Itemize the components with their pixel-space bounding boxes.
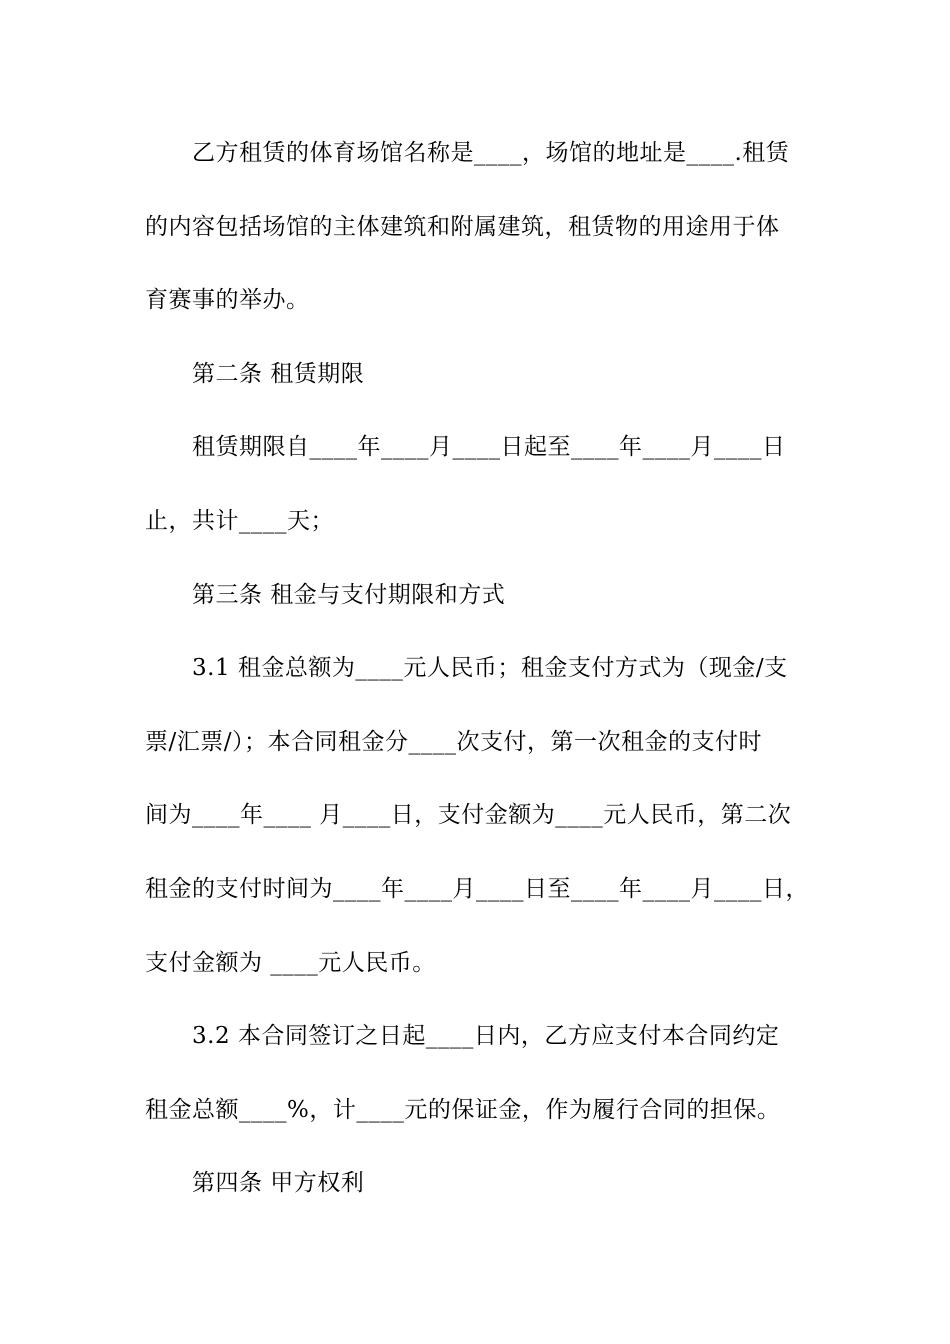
paragraph-line-deposit-3-2: 3.2 本合同签订之日起____日内，乙方应支付本合同约定: [192, 1023, 780, 1050]
paragraph-line-venue: 乙方租赁的体育场馆名称是____，场馆的地址是____.租赁: [192, 140, 790, 166]
paragraph-line-rent-3-1-end: 支付金额为 ____元人民币。: [145, 949, 436, 976]
paragraph-line-term-end: 止，共计____天；: [145, 507, 334, 534]
paragraph-line-venue-end: 育赛事的举办。: [145, 287, 310, 314]
paragraph-line-rent-3-1-cont-2: 间为____年____ 月____日，支付金额为____元人民币，第二次: [145, 802, 792, 829]
paragraph-line-deposit-3-2-end: 租金总额____%，计____元的保证金，作为履行合同的担保。: [145, 1096, 781, 1123]
paragraph-line-venue-cont: 的内容包括场馆的主体建筑和附属建筑，租赁物的用途用于体: [145, 213, 780, 240]
section-heading-article-4: 第四条 甲方权利: [192, 1170, 365, 1197]
paragraph-line-rent-3-1-cont-1: 票/汇票/）；本合同租金分____次支付，第一次租金的支付时: [145, 728, 762, 755]
section-heading-article-2: 第二条 租赁期限: [192, 360, 365, 387]
paragraph-line-rent-3-1: 3.1 租金总额为____元人民币；租金支付方式为（现金/支: [192, 655, 788, 682]
paragraph-line-rent-3-1-cont-3: 租金的支付时间为____年____月____日至____年____月____日，: [145, 875, 809, 902]
section-heading-article-3: 第三条 租金与支付期限和方式: [192, 581, 506, 608]
paragraph-line-term: 租赁期限自____年____月____日起至____年____月____日: [192, 434, 786, 461]
document-body: [145, 128, 810, 1232]
